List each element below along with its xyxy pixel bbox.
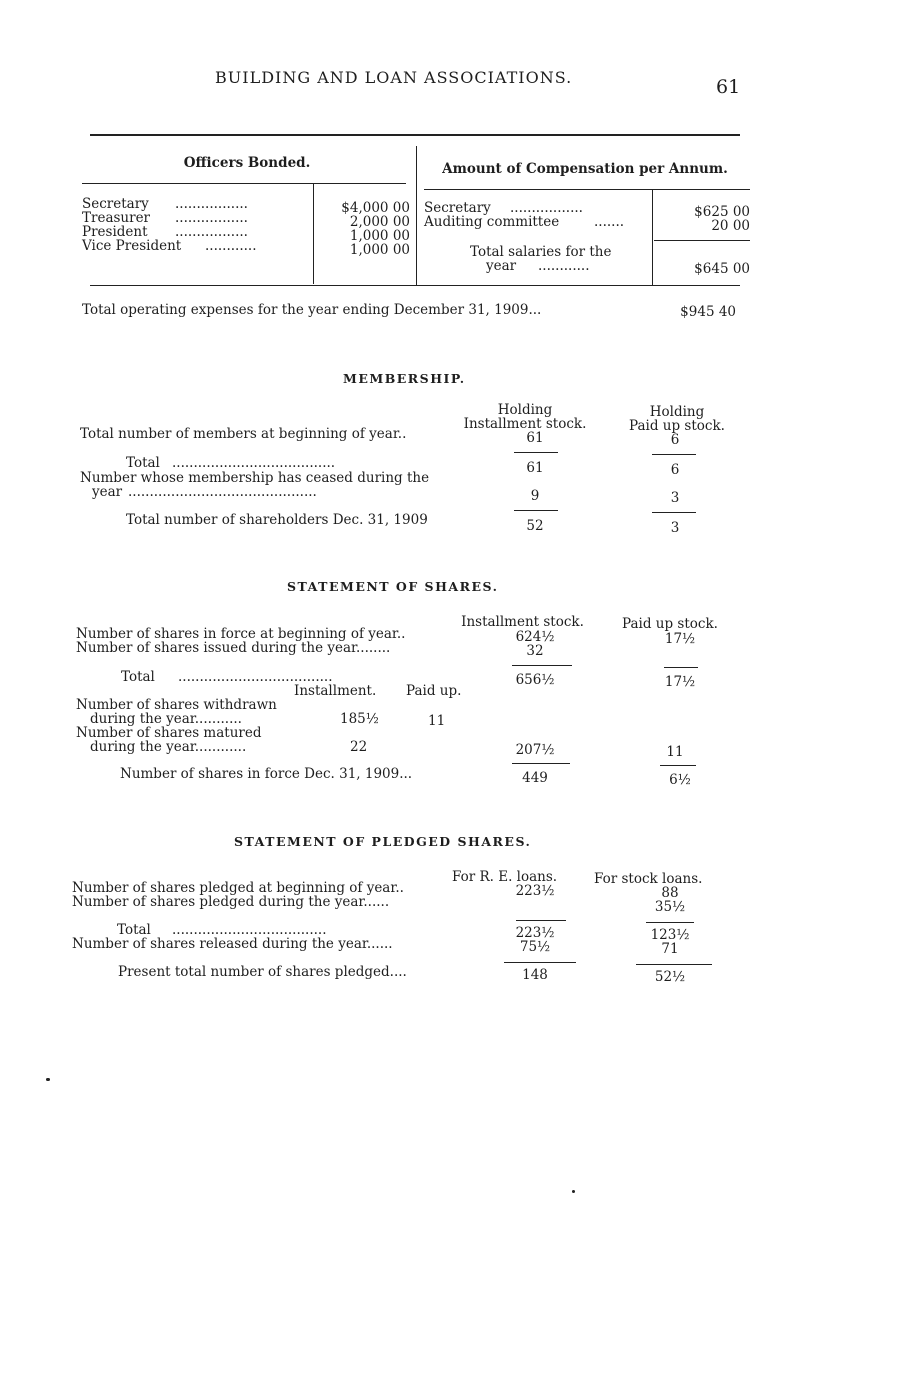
value-cell: 22 [350,739,368,755]
officer-title: President [82,224,148,240]
value-cell: 11 [666,744,684,760]
value-cell: 3 [670,490,680,506]
section-title: MEMBERSHIP. [343,371,466,386]
value-cell: 32 [526,643,544,659]
value-cell: 223½ [515,925,555,941]
column-header: For stock loans. [594,871,703,887]
compensation-heading-rule [424,189,750,190]
sub-column-header: Installment. [294,683,377,699]
column-header: Holding [649,404,705,420]
row-label: Number whose membership has ceased during the [80,470,430,486]
column-header: For R. E. loans. [452,869,558,885]
officer-title: Secretary [82,196,149,212]
column-header: Paid up stock. [622,616,718,632]
row-label: Number of shares in force at beginning of year.. [76,626,406,642]
value-cell: 449 [522,770,548,786]
value-cell: 17½ [664,674,696,690]
row-label: Total [117,922,151,938]
compensation-column-rule [652,190,653,286]
value-cell: 185½ [340,711,379,727]
row-label: Total [121,669,155,685]
officer-title: Vice President [82,238,182,254]
value-cell: 88 [661,885,679,901]
section-title: STATEMENT OF PLEDGED SHARES. [234,834,532,849]
operating-expenses-label: Total operating expenses for the year ending December 31, 1909... [82,302,542,318]
row-label: Number of shares pledged at beginning of year.. [72,880,404,896]
operating-expenses-amount: $945 40 [680,304,736,320]
value-cell: 61 [526,460,544,476]
column-header: Paid up stock. [629,418,725,434]
compensation-sum-rule [654,240,750,241]
row-label: Total number of members at beginning of year.. [80,426,407,442]
row-label: year [92,484,123,500]
compensation-title: Secretary [424,200,491,216]
row-label: Number of shares released during the year...... [72,936,393,952]
value-cell: 6½ [669,772,691,788]
section-title: STATEMENT OF SHARES. [287,579,499,594]
row-label: Number of shares withdrawn [76,697,277,713]
officer-amount: 2,000 00 [349,214,410,230]
value-cell: 52 [526,518,544,534]
compensation-heading: Amount of Compensation per Annum. [442,161,728,177]
row-label: Total [126,455,160,471]
row-label: Number of shares matured [76,725,262,741]
row-label: Number of shares in force Dec. 31, 1909... [120,766,413,782]
column-header: Installment stock. [463,416,587,432]
value-cell: 148 [522,967,548,983]
row-label: Number of shares issued during the year........ [76,640,391,656]
value-cell: 6 [670,462,680,478]
value-cell: 52½ [654,969,686,985]
running-header: BUILDING AND LOAN ASSOCIATIONS. [215,68,573,87]
value-cell: 656½ [515,672,555,688]
officer-amount: 1,000 00 [349,242,410,258]
value-cell: 207½ [515,742,555,758]
row-label: during the year........... [90,711,242,727]
value-cell: 9 [530,488,540,504]
compensation-title: Auditing committee [424,214,560,230]
ink-speck [572,1190,575,1193]
row-label: during the year............ [90,739,247,755]
column-header: Installment stock. [461,614,584,630]
table-top-rule [90,134,740,136]
value-cell: 61 [526,430,544,446]
compensation-amount: $625 00 [694,204,750,220]
value-cell: 35½ [654,899,686,915]
value-cell: 71 [661,941,679,957]
value-cell: 11 [428,713,446,729]
row-label: Total number of shareholders Dec. 31, 1909 [126,512,428,528]
officers-heading-rule [82,183,406,184]
officers-heading: Officers Bonded. [183,155,311,171]
page-number: 61 [716,76,741,98]
row-label: Number of shares pledged during the year...... [72,894,390,910]
table-center-divider [416,146,417,286]
sub-column-header: Paid up. [406,683,462,699]
row-label: Present total number of shares pledged.... [118,964,407,980]
compensation-total-amount: $645 00 [694,261,750,277]
column-header: Holding [497,402,553,418]
table-bottom-rule [90,285,740,286]
officers-column-rule [313,184,314,284]
compensation-total-label: year [486,258,517,274]
officer-title: Treasurer [82,210,151,226]
value-cell: 6 [670,432,680,448]
compensation-total-label: Total salaries for the [470,244,612,260]
ink-speck [46,1078,50,1081]
officer-amount: 1,000 00 [349,228,410,244]
value-cell: 123½ [650,927,690,943]
officer-amount: $4,000 00 [341,200,410,216]
value-cell: 75½ [519,939,551,955]
value-cell: 223½ [515,883,555,899]
compensation-amount: 20 00 [711,218,750,234]
value-cell: 17½ [664,631,696,647]
value-cell: 3 [670,520,680,536]
value-cell: 624½ [515,629,555,645]
